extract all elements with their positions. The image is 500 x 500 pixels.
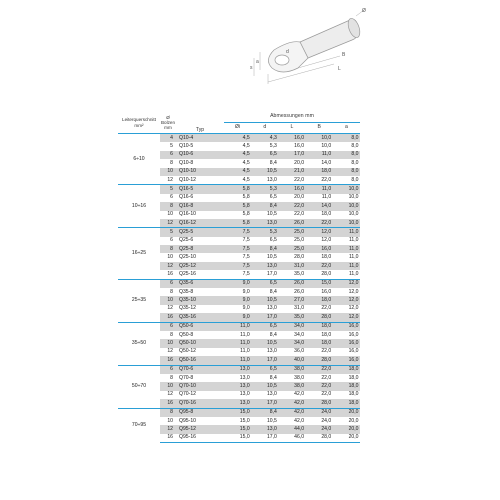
bolt-cell: 4 xyxy=(160,134,176,143)
d-cell: 13,0 xyxy=(266,305,277,312)
d-cell: 4,3 xyxy=(251,134,278,143)
bolt-cell: 5 xyxy=(160,185,176,194)
bolt-cell: 10 xyxy=(167,254,173,261)
b-cell: 22,0 xyxy=(321,374,332,381)
b-cell: 12,0 xyxy=(306,228,333,237)
inner-diameter-cell: 5,8 xyxy=(242,211,250,218)
l-cell: 38,0 xyxy=(278,382,305,390)
a-cell: 20,0 xyxy=(348,417,359,424)
d-cell: 10,5 xyxy=(251,382,278,390)
d-cell: 8,4 xyxy=(251,245,278,253)
b-cell: 14,0 xyxy=(321,159,332,166)
l-cell: 26,0 xyxy=(294,288,305,295)
conductor-section-cell: 50÷70 xyxy=(118,365,160,408)
b-cell: 28,0 xyxy=(306,434,333,443)
type-cell: Q70-8 xyxy=(179,374,194,381)
bolt-cell: 10 xyxy=(160,296,176,304)
lug-hole xyxy=(275,55,289,65)
type-cell: Q25-8 xyxy=(176,245,224,253)
bolt-cell: 12 xyxy=(167,305,173,312)
inner-diameter-cell: 11,0 xyxy=(224,339,251,347)
bolt-cell: 8 xyxy=(160,408,176,417)
b-cell: 24,0 xyxy=(306,408,333,417)
inner-diameter-cell: 15,0 xyxy=(224,425,251,433)
l-cell: 34,0 xyxy=(278,339,305,347)
type-cell: Q16-12 xyxy=(176,219,224,228)
a-cell: 16,0 xyxy=(333,322,360,331)
inner-diameter-cell: 7,5 xyxy=(242,270,250,277)
a-cell: 8,0 xyxy=(333,151,360,159)
d-cell: 8,4 xyxy=(269,159,277,166)
header-d: d xyxy=(251,123,278,134)
b-cell: 22,0 xyxy=(306,382,333,390)
d-cell: 13,0 xyxy=(251,425,278,433)
inner-diameter-cell: 13,0 xyxy=(224,399,251,408)
type-cell: Q35-12 xyxy=(179,305,196,312)
a-cell: 18,0 xyxy=(333,365,360,374)
bolt-cell: 8 xyxy=(170,331,173,338)
inner-diameter-cell: 11,0 xyxy=(240,348,250,355)
a-cell: 11,0 xyxy=(348,254,359,261)
b-cell: 11,0 xyxy=(306,185,333,194)
conductor-section-cell: 6÷10 xyxy=(118,134,160,185)
type-cell: Q16-10 xyxy=(179,211,196,218)
inner-diameter-cell: 9,0 xyxy=(224,296,251,304)
b-cell: 24,0 xyxy=(306,425,333,433)
l-cell: 21,0 xyxy=(278,168,305,176)
type-cell: Q95-8 xyxy=(176,408,224,417)
type-cell: Q95-12 xyxy=(176,425,224,433)
a-cell: 18,0 xyxy=(333,399,360,408)
dim-label-b: B xyxy=(342,52,346,58)
type-cell: Q50-8 xyxy=(179,331,194,338)
d-cell: 17,0 xyxy=(251,399,278,408)
dim-label-s: s xyxy=(250,65,253,71)
table-row xyxy=(118,365,360,374)
type-cell: Q16-8 xyxy=(176,202,224,210)
a-cell: 16,0 xyxy=(333,356,360,365)
l-cell: 25,0 xyxy=(294,237,305,244)
a-cell: 8,0 xyxy=(333,168,360,176)
a-cell: 11,0 xyxy=(348,237,359,244)
d-cell: 8,4 xyxy=(251,408,278,417)
cable-lug-spec-table xyxy=(118,112,360,443)
a-cell: 11,0 xyxy=(333,245,360,253)
inner-diameter-cell: 7,5 xyxy=(242,254,250,261)
l-cell: 42,0 xyxy=(278,399,305,408)
a-cell: 16,0 xyxy=(348,348,359,355)
bolt-cell: 16 xyxy=(167,270,173,277)
d-cell: 6,5 xyxy=(269,194,277,201)
l-cell: 16,0 xyxy=(278,134,305,143)
b-cell: 28,0 xyxy=(306,399,333,408)
dim-label-diameter: Ø xyxy=(362,8,366,14)
conductor-section-cell: 35÷50 xyxy=(118,322,160,365)
a-cell: 20,0 xyxy=(333,408,360,417)
header-l: L xyxy=(278,123,305,134)
l-cell: 22,0 xyxy=(294,176,305,183)
type-cell: Q25-12 xyxy=(176,262,224,270)
a-cell: 11,0 xyxy=(333,262,360,270)
b-cell: 18,0 xyxy=(321,211,332,218)
type-cell: Q50-6 xyxy=(176,322,224,331)
inner-diameter-cell: 9,0 xyxy=(242,288,250,295)
a-cell: 8,0 xyxy=(351,176,359,183)
inner-diameter-cell: 7,5 xyxy=(224,245,251,253)
d-cell: 8,4 xyxy=(269,374,277,381)
b-cell: 24,0 xyxy=(321,417,332,424)
b-cell: 28,0 xyxy=(306,313,333,322)
a-cell: 12,0 xyxy=(333,279,360,288)
table-row xyxy=(118,322,360,331)
type-cell: Q25-16 xyxy=(179,270,196,277)
header-conductor-section: Leiterquerschnitt mm² xyxy=(122,117,156,128)
type-cell: Q25-6 xyxy=(179,237,194,244)
inner-diameter-cell: 15,0 xyxy=(224,434,251,443)
l-cell: 27,0 xyxy=(278,296,305,304)
l-cell: 42,0 xyxy=(278,408,305,417)
b-cell: 28,0 xyxy=(321,270,332,277)
header-type: Typ xyxy=(195,126,205,133)
b-cell: 22,0 xyxy=(321,391,332,398)
type-cell: Q10-4 xyxy=(176,134,224,143)
b-cell: 22,0 xyxy=(306,219,333,228)
inner-diameter-cell: 5,8 xyxy=(242,194,250,201)
bolt-cell: 6 xyxy=(160,151,176,159)
l-cell: 25,0 xyxy=(278,245,305,253)
b-cell: 14,0 xyxy=(306,202,333,210)
b-cell: 22,0 xyxy=(306,365,333,374)
header-b: B xyxy=(306,123,333,134)
bolt-cell: 16 xyxy=(160,399,176,408)
l-cell: 42,0 xyxy=(294,417,305,424)
table-row xyxy=(118,185,360,194)
l-cell: 28,0 xyxy=(294,254,305,261)
inner-diameter-cell: 7,5 xyxy=(224,262,251,270)
inner-diameter-cell: 13,0 xyxy=(239,374,250,381)
inner-diameter-cell: 4,5 xyxy=(224,151,251,159)
l-cell: 36,0 xyxy=(294,348,305,355)
d-cell: 5,3 xyxy=(251,185,278,194)
inner-diameter-cell: 4,5 xyxy=(224,134,251,143)
type-cell: Q16-6 xyxy=(179,194,194,201)
type-cell: Q10-5 xyxy=(179,143,194,150)
d-cell: 10,5 xyxy=(266,417,277,424)
d-cell: 13,0 xyxy=(266,176,277,183)
l-cell: 38,0 xyxy=(278,365,305,374)
a-cell: 11,0 xyxy=(333,228,360,237)
bolt-cell: 8 xyxy=(160,245,176,253)
d-cell: 6,5 xyxy=(251,365,278,374)
a-cell: 20,0 xyxy=(333,434,360,443)
inner-diameter-cell: 15,0 xyxy=(224,408,251,417)
type-cell: Q35-10 xyxy=(176,296,224,304)
a-cell: 18,0 xyxy=(333,382,360,390)
l-cell: 38,0 xyxy=(294,374,305,381)
inner-diameter-cell: 4,5 xyxy=(242,176,250,183)
d-cell: 13,0 xyxy=(266,391,277,398)
type-cell: Q70-16 xyxy=(176,399,224,408)
a-cell: 20,0 xyxy=(333,425,360,433)
inner-diameter-cell: 9,0 xyxy=(224,313,251,322)
type-cell: Q25-5 xyxy=(176,228,224,237)
type-cell: Q10-6 xyxy=(176,151,224,159)
d-cell: 13,0 xyxy=(251,262,278,270)
table-row xyxy=(118,228,360,237)
inner-diameter-cell: 5,8 xyxy=(224,185,251,194)
l-cell: 35,0 xyxy=(278,313,305,322)
b-cell: 18,0 xyxy=(306,322,333,331)
a-cell: 10,0 xyxy=(333,202,360,210)
type-cell: Q10-8 xyxy=(179,159,194,166)
l-cell: 34,0 xyxy=(278,322,305,331)
bolt-cell: 6 xyxy=(170,237,173,244)
header-dimensions: Abmessungen mm xyxy=(224,112,360,123)
bolt-cell: 12 xyxy=(160,219,176,228)
l-cell: 35,0 xyxy=(294,270,305,277)
l-cell: 20,0 xyxy=(294,194,305,201)
a-cell: 11,0 xyxy=(348,270,359,277)
type-cell: Q70-12 xyxy=(179,391,196,398)
dim-label-a: a xyxy=(256,59,259,65)
bolt-cell: 16 xyxy=(160,313,176,322)
inner-diameter-cell: 11,0 xyxy=(240,331,250,338)
bolt-cell: 10 xyxy=(167,417,173,424)
a-cell: 16,0 xyxy=(348,331,359,338)
conductor-section-cell: 70÷95 xyxy=(118,408,160,443)
type-cell: Q50-10 xyxy=(176,339,224,347)
a-cell: 18,0 xyxy=(348,374,359,381)
b-cell: 18,0 xyxy=(321,254,332,261)
header-a: a xyxy=(333,123,360,134)
l-cell: 46,0 xyxy=(278,434,305,443)
b-cell: 18,0 xyxy=(321,331,332,338)
type-cell: Q25-10 xyxy=(179,254,196,261)
b-cell: 18,0 xyxy=(306,296,333,304)
d-cell: 17,0 xyxy=(266,270,277,277)
bolt-cell: 6 xyxy=(160,365,176,374)
bolt-cell: 8 xyxy=(170,374,173,381)
table-row xyxy=(118,279,360,288)
type-cell: Q10-12 xyxy=(179,176,196,183)
a-cell: 8,0 xyxy=(351,159,359,166)
header-bolt-diameter: Ø Bolzen mm xyxy=(160,114,176,131)
b-cell: 10,0 xyxy=(306,134,333,143)
type-cell: Q70-6 xyxy=(176,365,224,374)
inner-diameter-cell: 4,5 xyxy=(242,143,250,150)
d-cell: 8,4 xyxy=(269,331,277,338)
table-row xyxy=(118,408,360,417)
l-cell: 40,0 xyxy=(278,356,305,365)
l-cell: 44,0 xyxy=(278,425,305,433)
b-cell: 28,0 xyxy=(306,356,333,365)
inner-diameter-cell: 13,0 xyxy=(224,365,251,374)
inner-diameter-cell: 11,0 xyxy=(224,322,251,331)
bolt-cell: 6 xyxy=(160,279,176,288)
bolt-cell: 12 xyxy=(167,176,173,183)
type-cell: Q70-10 xyxy=(176,382,224,390)
a-cell: 10,0 xyxy=(348,211,359,218)
a-cell: 12,0 xyxy=(333,313,360,322)
inner-diameter-cell: 4,5 xyxy=(224,168,251,176)
a-cell: 18,0 xyxy=(348,391,359,398)
bolt-cell: 12 xyxy=(160,262,176,270)
bolt-cell: 12 xyxy=(160,425,176,433)
a-cell: 10,0 xyxy=(333,185,360,194)
type-cell: Q16-5 xyxy=(176,185,224,194)
l-cell: 16,0 xyxy=(294,143,305,150)
l-cell: 31,0 xyxy=(278,262,305,270)
bolt-cell: 8 xyxy=(160,202,176,210)
b-cell: 22,0 xyxy=(306,262,333,270)
bolt-cell: 8 xyxy=(170,159,173,166)
l-cell: 25,0 xyxy=(278,228,305,237)
inner-diameter-cell: 7,5 xyxy=(242,237,250,244)
b-cell: 22,0 xyxy=(321,176,332,183)
l-cell: 22,0 xyxy=(294,211,305,218)
a-cell: 10,0 xyxy=(348,194,359,201)
type-cell: Q50-16 xyxy=(176,356,224,365)
b-cell: 11,0 xyxy=(306,151,333,159)
d-cell: 10,5 xyxy=(251,168,278,176)
d-cell: 17,0 xyxy=(251,356,278,365)
dim-label-d: d xyxy=(286,49,289,55)
bolt-cell: 10 xyxy=(160,168,176,176)
inner-diameter-cell: 13,0 xyxy=(224,382,251,390)
bolt-cell: 5 xyxy=(160,228,176,237)
a-cell: 8,0 xyxy=(333,134,360,143)
d-cell: 8,4 xyxy=(269,288,277,295)
bolt-cell: 5 xyxy=(170,143,173,150)
conductor-section-cell: 16÷25 xyxy=(118,228,160,279)
l-cell: 20,0 xyxy=(294,159,305,166)
spec-table-body xyxy=(118,134,360,443)
cable-lug-drawing xyxy=(238,6,374,86)
type-cell: Q35-8 xyxy=(179,288,194,295)
l-cell: 22,0 xyxy=(278,202,305,210)
b-cell: 12,0 xyxy=(321,237,332,244)
a-cell: 12,0 xyxy=(348,288,359,295)
bolt-cell: 16 xyxy=(160,356,176,365)
inner-diameter-cell: 15,0 xyxy=(239,417,250,424)
inner-diameter-cell: 9,0 xyxy=(224,279,251,288)
d-cell: 10,5 xyxy=(251,296,278,304)
a-cell: 12,0 xyxy=(348,305,359,312)
type-cell: Q95-16 xyxy=(176,434,224,443)
d-cell: 17,0 xyxy=(251,434,278,443)
inner-diameter-cell: 4,5 xyxy=(242,159,250,166)
d-cell: 6,5 xyxy=(251,279,278,288)
conductor-section-cell: 25÷35 xyxy=(118,279,160,322)
b-cell: 16,0 xyxy=(306,245,333,253)
b-cell: 18,0 xyxy=(306,339,333,347)
inner-diameter-cell: 5,8 xyxy=(224,219,251,228)
bolt-cell: 10 xyxy=(160,382,176,390)
lug-ring-plate xyxy=(268,42,308,72)
d-cell: 13,0 xyxy=(251,219,278,228)
d-cell: 6,5 xyxy=(251,151,278,159)
d-cell: 17,0 xyxy=(251,313,278,322)
bolt-cell: 8 xyxy=(170,288,173,295)
d-cell: 6,5 xyxy=(269,237,277,244)
b-cell: 11,0 xyxy=(321,194,332,201)
b-cell: 22,0 xyxy=(321,348,332,355)
inner-diameter-cell: 9,0 xyxy=(242,305,250,312)
l-cell: 17,0 xyxy=(278,151,305,159)
d-cell: 13,0 xyxy=(266,348,277,355)
l-cell: 34,0 xyxy=(294,331,305,338)
type-cell: Q35-16 xyxy=(176,313,224,322)
a-cell: 16,0 xyxy=(333,339,360,347)
type-cell: Q50-12 xyxy=(179,348,196,355)
inner-diameter-cell: 13,0 xyxy=(239,391,250,398)
inner-diameter-cell: 11,0 xyxy=(224,356,251,365)
d-cell: 10,5 xyxy=(266,211,277,218)
type-cell: Q10-10 xyxy=(176,168,224,176)
l-cell: 42,0 xyxy=(294,391,305,398)
type-cell: Q35-6 xyxy=(176,279,224,288)
d-cell: 8,4 xyxy=(251,202,278,210)
bolt-cell: 6 xyxy=(170,194,173,201)
d-cell: 5,3 xyxy=(269,143,277,150)
b-cell: 15,0 xyxy=(306,279,333,288)
l-cell: 31,0 xyxy=(294,305,305,312)
a-cell: 8,0 xyxy=(351,143,359,150)
l-cell: 16,0 xyxy=(278,185,305,194)
bolt-cell: 12 xyxy=(167,391,173,398)
d-cell: 10,5 xyxy=(251,339,278,347)
bolt-cell: 12 xyxy=(167,348,173,355)
table-row xyxy=(118,134,360,143)
a-cell: 12,0 xyxy=(333,296,360,304)
bolt-cell: 6 xyxy=(160,322,176,331)
bolt-cell: 10 xyxy=(167,211,173,218)
type-cell: Q95-10 xyxy=(179,417,196,424)
b-cell: 10,0 xyxy=(321,143,332,150)
header-inner-diameter: Øi xyxy=(224,123,251,134)
l-cell: 26,0 xyxy=(278,279,305,288)
bolt-cell: 16 xyxy=(160,434,176,443)
d-cell: 10,5 xyxy=(266,254,277,261)
d-cell: 6,5 xyxy=(251,322,278,331)
l-cell: 26,0 xyxy=(278,219,305,228)
inner-diameter-cell: 7,5 xyxy=(224,228,251,237)
d-cell: 5,3 xyxy=(251,228,278,237)
inner-diameter-cell: 5,8 xyxy=(224,202,251,210)
b-cell: 22,0 xyxy=(321,305,332,312)
b-cell: 16,0 xyxy=(321,288,332,295)
b-cell: 18,0 xyxy=(306,168,333,176)
conductor-section-cell: 10÷16 xyxy=(118,185,160,228)
a-cell: 10,0 xyxy=(333,219,360,228)
dim-label-l: L xyxy=(338,66,341,72)
bolt-cell: 10 xyxy=(160,339,176,347)
